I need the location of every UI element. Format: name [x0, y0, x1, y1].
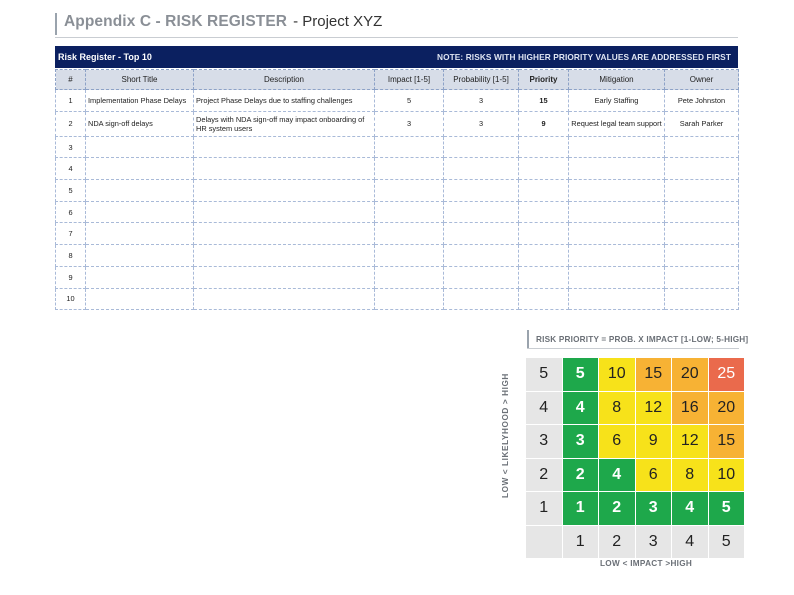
col-header-impact: Impact [1-5]: [375, 70, 444, 90]
likelihood-level: 2: [526, 459, 562, 492]
cell-impact: [375, 136, 444, 158]
col-header-probability: Probability [1-5]: [444, 70, 519, 90]
matrix-cell: 6: [636, 459, 672, 492]
table-row: [56, 245, 739, 267]
cell-title: [86, 245, 194, 267]
cell-owner: Pete Johnston: [665, 90, 739, 112]
table-row: [56, 266, 739, 288]
impact-level: 4: [672, 526, 708, 559]
cell-mitigation: [569, 266, 665, 288]
col-header-short-title: Short Title: [86, 70, 194, 90]
cell-priority: [519, 266, 569, 288]
matrix-cell: 5: [563, 358, 599, 391]
matrix-cell: 5: [709, 492, 745, 525]
page-title: Appendix C - RISK REGISTER: [64, 13, 288, 30]
cell-num: 4: [56, 158, 86, 180]
cell-mitigation: Early Staffing: [569, 90, 665, 112]
cell-num: 3: [56, 136, 86, 158]
cell-impact: [375, 201, 444, 223]
matrix-cell: 2: [563, 459, 599, 492]
cell-mitigation: [569, 223, 665, 245]
cell-title: [86, 201, 194, 223]
register-title: Risk Register - Top 10: [58, 52, 152, 62]
cell-owner: [665, 288, 739, 310]
matrix-divider: [527, 348, 739, 349]
matrix-cell: 25: [709, 358, 745, 391]
cell-description: [194, 158, 375, 180]
cell-impact: [375, 266, 444, 288]
cell-description: [194, 180, 375, 202]
col-header-number: #: [56, 70, 86, 90]
matrix-corner: [526, 526, 562, 559]
table-row: [56, 111, 739, 136]
cell-priority: [519, 223, 569, 245]
cell-priority: [519, 201, 569, 223]
table-row: [56, 136, 739, 158]
cell-title: [86, 158, 194, 180]
register-header-bar: [55, 46, 738, 68]
table-row: [56, 288, 739, 310]
cell-description: [194, 201, 375, 223]
cell-owner: [665, 266, 739, 288]
cell-probability: [444, 288, 519, 310]
cell-probability: [444, 201, 519, 223]
cell-owner: [665, 180, 739, 202]
table-row: [56, 90, 739, 112]
impact-axis-label: LOW < IMPACT >HIGH: [600, 559, 693, 568]
matrix-cell: 20: [709, 392, 745, 425]
likelihood-axis-label: LOW < LIKELYHOOD > HIGH: [501, 373, 510, 498]
cell-priority: [519, 136, 569, 158]
cell-owner: [665, 136, 739, 158]
matrix-cell: 9: [636, 425, 672, 458]
cell-impact: [375, 223, 444, 245]
cell-probability: 3: [444, 90, 519, 112]
cell-owner: [665, 158, 739, 180]
cell-title: [86, 288, 194, 310]
matrix-cell: 12: [672, 425, 708, 458]
cell-probability: [444, 266, 519, 288]
cell-probability: [444, 245, 519, 267]
cell-title: [86, 180, 194, 202]
cell-mitigation: [569, 136, 665, 158]
cell-priority: [519, 245, 569, 267]
cell-impact: [375, 245, 444, 267]
cell-mitigation: Request legal team support: [569, 111, 665, 136]
cell-num: 10: [56, 288, 86, 310]
col-header-mitigation: Mitigation: [569, 70, 665, 90]
cell-num: 1: [56, 90, 86, 112]
impact-level: 3: [636, 526, 672, 559]
cell-description: Project Phase Delays due to staffing challenges: [194, 90, 375, 112]
cell-priority: 9: [519, 111, 569, 136]
cell-title: [86, 266, 194, 288]
cell-description: [194, 288, 375, 310]
cell-num: 6: [56, 201, 86, 223]
likelihood-level: 5: [526, 358, 562, 391]
cell-mitigation: [569, 201, 665, 223]
table-header-row: [56, 70, 739, 90]
risk-priority-matrix: [526, 358, 744, 558]
matrix-cell: 1: [563, 492, 599, 525]
col-header-priority: Priority: [519, 70, 569, 90]
cell-owner: [665, 223, 739, 245]
matrix-cell: 8: [599, 392, 635, 425]
cell-num: 8: [56, 245, 86, 267]
matrix-cell: 12: [636, 392, 672, 425]
matrix-cell: 3: [563, 425, 599, 458]
cell-owner: [665, 245, 739, 267]
cell-mitigation: [569, 180, 665, 202]
impact-level: 1: [563, 526, 599, 559]
table-row: [56, 223, 739, 245]
cell-probability: [444, 158, 519, 180]
cell-probability: [444, 136, 519, 158]
cell-impact: [375, 288, 444, 310]
matrix-cell: 15: [636, 358, 672, 391]
cell-num: 7: [56, 223, 86, 245]
matrix-cell: 10: [599, 358, 635, 391]
matrix-cell: 4: [599, 459, 635, 492]
matrix-cell: 16: [672, 392, 708, 425]
page-header: [55, 13, 382, 35]
cell-description: [194, 266, 375, 288]
table-row: [56, 180, 739, 202]
cell-priority: [519, 180, 569, 202]
cell-num: 9: [56, 266, 86, 288]
cell-num: 2: [56, 111, 86, 136]
matrix-cell: 8: [672, 459, 708, 492]
page-subtitle: - Project XYZ: [293, 13, 383, 30]
matrix-cell: 15: [709, 425, 745, 458]
likelihood-level: 1: [526, 492, 562, 525]
cell-probability: [444, 223, 519, 245]
cell-num: 5: [56, 180, 86, 202]
cell-mitigation: [569, 288, 665, 310]
cell-title: Implementation Phase Delays: [86, 90, 194, 112]
table-row: [56, 201, 739, 223]
cell-owner: [665, 201, 739, 223]
register-note: NOTE: RISKS WITH HIGHER PRIORITY VALUES ARE ADDRESSED FIRST: [436, 52, 731, 62]
cell-priority: [519, 288, 569, 310]
matrix-cell: 4: [563, 392, 599, 425]
matrix-cell: 4: [672, 492, 708, 525]
risk-register-table: [55, 69, 739, 310]
cell-impact: 3: [375, 111, 444, 136]
col-header-description: Description: [194, 70, 375, 90]
col-header-owner: Owner: [665, 70, 739, 90]
matrix-cell: 6: [599, 425, 635, 458]
likelihood-level: 4: [526, 392, 562, 425]
matrix-cell: 10: [709, 459, 745, 492]
cell-probability: [444, 180, 519, 202]
cell-description: [194, 136, 375, 158]
impact-level: 2: [599, 526, 635, 559]
likelihood-level: 3: [526, 425, 562, 458]
cell-impact: [375, 158, 444, 180]
cell-priority: 15: [519, 90, 569, 112]
cell-owner: Sarah Parker: [665, 111, 739, 136]
cell-mitigation: [569, 158, 665, 180]
cell-title: [86, 136, 194, 158]
cell-title: NDA sign-off delays: [86, 111, 194, 136]
cell-impact: 5: [375, 90, 444, 112]
table-row: [56, 158, 739, 180]
matrix-cell: 20: [672, 358, 708, 391]
impact-level: 5: [709, 526, 745, 559]
matrix-header: [527, 330, 748, 348]
cell-priority: [519, 158, 569, 180]
cell-description: Delays with NDA sign-off may impact onboarding of HR system users: [194, 111, 375, 136]
cell-description: [194, 245, 375, 267]
cell-impact: [375, 180, 444, 202]
cell-title: [86, 223, 194, 245]
matrix-cell: 3: [636, 492, 672, 525]
matrix-cell: 2: [599, 492, 635, 525]
title-divider: [55, 37, 738, 38]
cell-mitigation: [569, 245, 665, 267]
cell-description: [194, 223, 375, 245]
matrix-title: RISK PRIORITY = PROB. X IMPACT [1-LOW; 5-HIGH]: [536, 334, 749, 344]
cell-probability: 3: [444, 111, 519, 136]
